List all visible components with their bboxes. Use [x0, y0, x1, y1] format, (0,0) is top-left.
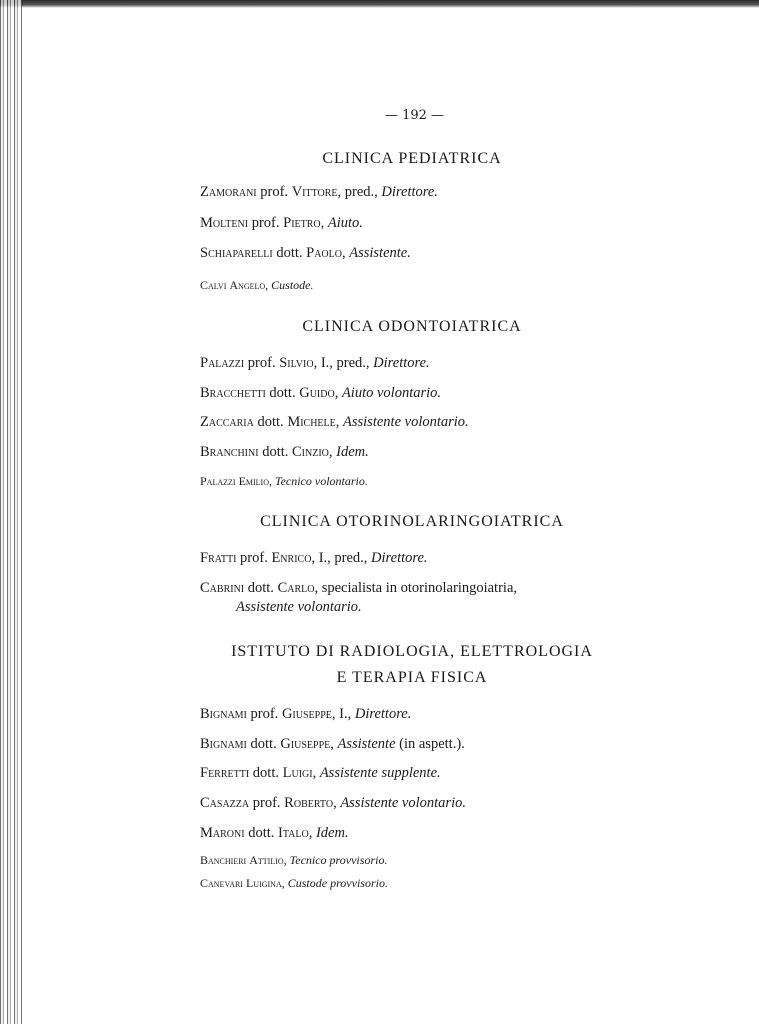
staff-line: Zaccaria dott. Michele, Assistente volontario.	[200, 414, 469, 430]
staff-line: Ferretti dott. Luigi, Assistente supplente.	[200, 765, 441, 781]
staff-line: Palazzi prof. Silvio, I., pred., Direttore.	[200, 355, 430, 371]
staff-line: Fratti prof. Enrico, I., pred., Direttore.	[200, 550, 428, 566]
staff-line: Cabrini dott. Carlo, specialista in otorinolaringoiatria,	[200, 580, 518, 596]
scan-top-border	[0, 0, 759, 8]
section-heading-radiologia-line2: E TERAPIA FISICA	[336, 669, 488, 686]
staff-line: Casazza prof. Roberto, Assistente volontario.	[200, 795, 466, 811]
staff-line: Branchini dott. Cinzio, Idem.	[200, 444, 369, 460]
staff-line-continuation: Assistente volontario.	[236, 599, 362, 615]
staff-line: Zamorani prof. Vittore, pred., Direttore.	[200, 184, 438, 200]
staff-line: Maroni dott. Italo, Idem.	[200, 825, 349, 841]
section-heading-odontoiatrica: CLINICA ODONTOIATRICA	[302, 318, 522, 335]
staff-line: Schiaparelli dott. Paolo, Assistente.	[200, 245, 411, 261]
staff-line: Palazzi Emilio, Tecnico volontario.	[200, 474, 368, 488]
staff-line: Banchieri Attilio, Tecnico provvisorio.	[200, 853, 388, 867]
staff-line: Molteni prof. Pietro, Aiuto.	[200, 215, 363, 231]
staff-line: Canevari Luigina, Custode provvisorio.	[200, 876, 388, 890]
staff-line: Calvi Angelo, Custode.	[200, 278, 314, 292]
staff-line: Bignami dott. Giuseppe, Assistente (in aspett.).	[200, 736, 465, 752]
page-number: — 192 —	[384, 108, 445, 123]
staff-line: Bracchetti dott. Guido, Aiuto volontario.	[200, 385, 442, 401]
section-heading-otorinolaringoiatrica: CLINICA OTORINOLARINGOIATRICA	[260, 513, 564, 530]
section-heading-radiologia: ISTITUTO DI RADIOLOGIA, ELETTROLOGIA	[231, 643, 593, 660]
staff-line: Bignami prof. Giuseppe, I., Direttore.	[200, 706, 412, 722]
section-heading-pediatrica: CLINICA PEDIATRICA	[322, 150, 502, 167]
